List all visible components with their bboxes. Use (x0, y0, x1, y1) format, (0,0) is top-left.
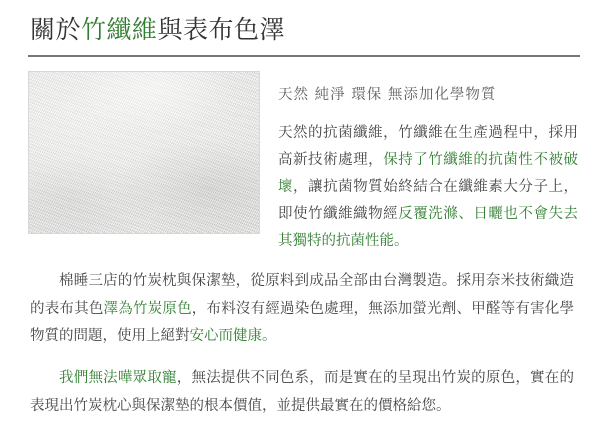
body2-accent2: 安心而健康。 (189, 328, 277, 345)
intro-lead: 天然 純淨 環保 無添加化學物質 (278, 87, 497, 104)
page-title-accent: 竹纖維 (81, 15, 158, 44)
intro-accent2: 反覆洗滌、日曬也不會失去其獨特的抗菌性能。 (278, 205, 579, 249)
bamboo-fabric-photo (28, 71, 260, 234)
intro-accent1: 保持了竹纖維的抗菌性不被破壞 (278, 152, 579, 195)
body-paragraph-3 (28, 365, 578, 420)
intro-seg2: ，讓抗菌物質始終結合在纖維素大分子上，即使竹纖維織物經 (278, 178, 579, 222)
body2-accent1: 澤為竹炭原色 (103, 300, 192, 317)
intro-text-column (278, 71, 578, 254)
intro-section (28, 71, 578, 254)
title-divider (28, 55, 580, 57)
body3-accent1: 我們無法嘩眾取寵 (59, 370, 177, 387)
intro-paragraph (278, 120, 578, 254)
body-paragraph-2 (28, 268, 578, 351)
page-title-part2: 與表布色澤 (157, 15, 286, 44)
body3-seg2: ，無法提供不同色系，而是實在的呈現出竹炭的原色，實在的表現出竹炭枕心與保潔墊的根本價值，並提供最實在的價格給您。 (30, 370, 574, 414)
intro-seg1: 天然的抗菌纖維，竹纖維在生產過程中，採用高新技術處理， (278, 125, 578, 169)
page-title (30, 14, 578, 45)
page-title-part1: 關於 (30, 15, 82, 44)
body2-seg2: ，布料沒有經過染色處理，無添加螢光劑、甲醛等有害化學物質的問題，使用上絕對 (30, 300, 575, 345)
body2-seg1: 棉睡三店的竹炭枕與保潔墊，從原料到成品全部由台灣製造。採用奈米技術織造的表布其色 (30, 273, 574, 317)
